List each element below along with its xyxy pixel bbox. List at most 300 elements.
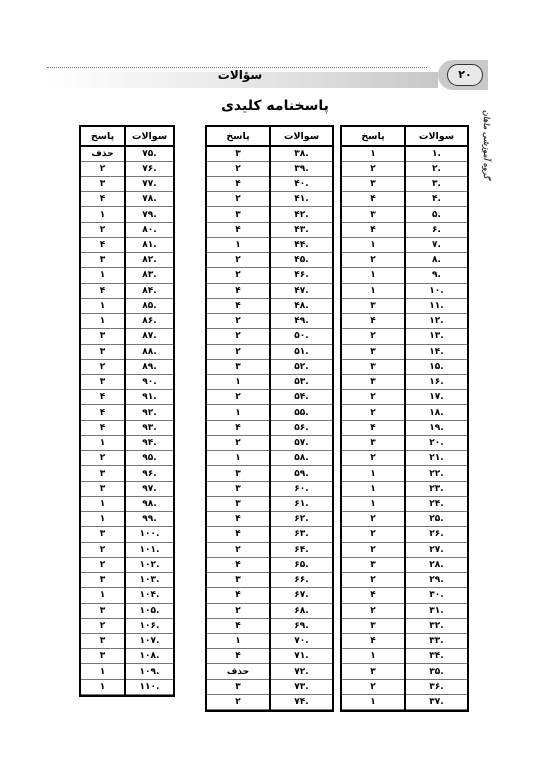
question-number-cell: .۴۵ xyxy=(270,253,333,268)
table-row xyxy=(206,298,333,313)
answer-cell: ۱ xyxy=(80,207,125,222)
table-row xyxy=(206,420,333,435)
question-number-cell: .۶۵ xyxy=(270,557,333,572)
table-row xyxy=(206,268,333,283)
question-number-cell: .۸۱ xyxy=(125,237,174,252)
answer-cell: ۲ xyxy=(206,603,270,618)
table-row xyxy=(80,390,174,405)
question-number-cell: .۱۷ xyxy=(405,390,468,405)
table-row xyxy=(341,405,468,420)
answer-cell: ۱ xyxy=(341,481,405,496)
table-row xyxy=(341,512,468,527)
answer-cell: ۳ xyxy=(206,146,270,161)
answer-cell: ۳ xyxy=(341,344,405,359)
table-row xyxy=(206,542,333,557)
answer-cell: ۲ xyxy=(341,390,405,405)
answer-cell: ۲ xyxy=(341,542,405,557)
question-number-cell: .۱۰۸ xyxy=(125,649,174,664)
answer-cell: ۳ xyxy=(206,573,270,588)
table-row xyxy=(80,161,174,176)
answer-cell: ۲ xyxy=(341,573,405,588)
table-row xyxy=(206,344,333,359)
answer-cell: ۳ xyxy=(341,375,405,390)
answer-cell: ۱ xyxy=(80,298,125,313)
answer-cell: ۳ xyxy=(80,481,125,496)
question-number-cell: .۶۱ xyxy=(270,496,333,511)
table-row xyxy=(341,298,468,313)
question-number-cell: .۲۷ xyxy=(405,542,468,557)
answer-cell: ۲ xyxy=(341,451,405,466)
table-filler-row xyxy=(341,710,468,712)
answer-cell: ۲ xyxy=(341,405,405,420)
question-number-cell: .۴۱ xyxy=(270,192,333,207)
question-number-cell: .۳۹ xyxy=(270,161,333,176)
answer-cell: ۲ xyxy=(80,451,125,466)
answer-cell: ۳ xyxy=(80,603,125,618)
question-number-cell: .۳۱ xyxy=(405,603,468,618)
table-row xyxy=(80,451,174,466)
answer-cell: ۲ xyxy=(341,512,405,527)
question-number-cell: .۱۰ xyxy=(405,283,468,298)
empty-cell xyxy=(80,694,125,696)
question-number-cell: .۸۷ xyxy=(125,329,174,344)
question-number-cell: .۲۸ xyxy=(405,557,468,572)
answer-cell: ۲ xyxy=(341,329,405,344)
table-row xyxy=(206,603,333,618)
answer-cell: ۱ xyxy=(341,146,405,161)
column-header-answer: پاسخ xyxy=(80,126,125,146)
table-row xyxy=(206,618,333,633)
question-number-cell: .۸۲ xyxy=(125,253,174,268)
question-number-cell: .۹۸ xyxy=(125,496,174,511)
answer-cell: ۱ xyxy=(80,512,125,527)
question-number-cell: .۵۷ xyxy=(270,435,333,450)
question-number-cell: .۱۰۰ xyxy=(125,527,174,542)
question-number-cell: .۳۴ xyxy=(405,649,468,664)
question-number-cell: .۶۸ xyxy=(270,603,333,618)
table-row xyxy=(341,451,468,466)
question-number-cell: .۱۱۰ xyxy=(125,679,174,694)
empty-cell xyxy=(125,694,174,696)
question-number-cell: .۱۶ xyxy=(405,375,468,390)
column-header-question: سوالات xyxy=(270,126,333,146)
answer-cell: ۱ xyxy=(341,649,405,664)
answer-cell: ۲ xyxy=(206,192,270,207)
answer-cell: ۴ xyxy=(206,298,270,313)
answer-cell: ۳ xyxy=(206,207,270,222)
question-number-cell: .۵۸ xyxy=(270,451,333,466)
question-number-cell: .۴۴ xyxy=(270,237,333,252)
question-number-cell: .۵۳ xyxy=(270,375,333,390)
answer-cell: ۴ xyxy=(80,237,125,252)
question-number-cell: .۱۰۱ xyxy=(125,542,174,557)
question-number-cell: .۴۳ xyxy=(270,222,333,237)
table-row xyxy=(80,573,174,588)
question-number-cell: .۸۳ xyxy=(125,268,174,283)
answer-cell: ۴ xyxy=(80,405,125,420)
answer-cell: ۱ xyxy=(80,679,125,694)
question-number-cell: .۵۹ xyxy=(270,466,333,481)
table-row xyxy=(80,283,174,298)
question-number-cell: .۷ xyxy=(405,237,468,252)
table-row xyxy=(341,375,468,390)
question-number-cell: .۷۲ xyxy=(270,664,333,679)
table-row xyxy=(206,694,333,709)
question-number-cell: .۷۹ xyxy=(125,207,174,222)
answer-cell: ۴ xyxy=(206,649,270,664)
question-number-cell: .۲۶ xyxy=(405,527,468,542)
table-row xyxy=(206,329,333,344)
table-row xyxy=(206,466,333,481)
table-row xyxy=(80,496,174,511)
table-row xyxy=(341,466,468,481)
question-number-cell: .۷۸ xyxy=(125,192,174,207)
empty-cell xyxy=(270,710,333,712)
question-number-cell: .۲۹ xyxy=(405,573,468,588)
table-row xyxy=(206,283,333,298)
question-number-cell: .۱۵ xyxy=(405,359,468,374)
question-number-cell: .۱۰۶ xyxy=(125,618,174,633)
question-number-cell: .۴۷ xyxy=(270,283,333,298)
table-row xyxy=(341,222,468,237)
question-number-cell: .۱۲ xyxy=(405,314,468,329)
answer-cell: ۱ xyxy=(341,268,405,283)
answer-cell: ۱ xyxy=(206,405,270,420)
question-number-cell: .۱۰۳ xyxy=(125,573,174,588)
answer-cell: ۱ xyxy=(206,634,270,649)
answer-cell: ۳ xyxy=(341,664,405,679)
question-number-cell: .۸۶ xyxy=(125,314,174,329)
table-filler-row xyxy=(80,694,174,696)
table-row xyxy=(341,268,468,283)
table-row xyxy=(341,237,468,252)
answer-table-right xyxy=(340,125,469,712)
question-number-cell: .۶۴ xyxy=(270,542,333,557)
question-number-cell: .۳۸ xyxy=(270,146,333,161)
question-number-cell: .۳۲ xyxy=(405,618,468,633)
answer-cell: ۱ xyxy=(80,435,125,450)
answer-cell: ۳ xyxy=(80,176,125,191)
empty-cell xyxy=(341,710,405,712)
table-row xyxy=(206,390,333,405)
answer-cell: ۴ xyxy=(206,527,270,542)
table-row xyxy=(341,420,468,435)
question-number-cell: .۱۹ xyxy=(405,420,468,435)
table-row xyxy=(80,359,174,374)
table-row xyxy=(206,222,333,237)
answer-cell: ۴ xyxy=(341,314,405,329)
table-row xyxy=(206,314,333,329)
question-number-cell: .۴۹ xyxy=(270,314,333,329)
table-row xyxy=(206,146,333,161)
question-number-cell: .۵۶ xyxy=(270,420,333,435)
table-row xyxy=(341,176,468,191)
question-number-cell: .۷۰ xyxy=(270,634,333,649)
answer-cell: ۳ xyxy=(206,466,270,481)
answer-cell: ۴ xyxy=(206,618,270,633)
answer-cell: ۱ xyxy=(80,314,125,329)
answer-cell: ۳ xyxy=(80,253,125,268)
table-row xyxy=(341,344,468,359)
table-row xyxy=(341,314,468,329)
question-number-cell: .۲ xyxy=(405,161,468,176)
answer-cell: ۳ xyxy=(80,375,125,390)
question-number-cell: .۳ xyxy=(405,176,468,191)
table-row xyxy=(341,329,468,344)
table-row xyxy=(80,664,174,679)
answer-cell: ۲ xyxy=(80,557,125,572)
side-logo: گروه آموزشی ماهان xyxy=(482,109,491,179)
question-number-cell: .۱۰۴ xyxy=(125,588,174,603)
table-row xyxy=(80,329,174,344)
question-number-cell: .۳۷ xyxy=(405,694,468,709)
answer-cell: ۳ xyxy=(206,359,270,374)
table-row xyxy=(206,512,333,527)
table-row xyxy=(341,481,468,496)
table-header-row xyxy=(341,126,468,146)
question-number-cell: .۵۲ xyxy=(270,359,333,374)
question-number-cell: .۲۰ xyxy=(405,435,468,450)
answer-cell: ۳ xyxy=(341,207,405,222)
answer-table-middle xyxy=(205,125,334,712)
sheet-title: پاسخنامه کلیدی xyxy=(221,98,329,114)
answer-cell: ۱ xyxy=(80,268,125,283)
table-row xyxy=(341,603,468,618)
column-header-question: سوالات xyxy=(405,126,468,146)
question-number-cell: .۸۴ xyxy=(125,283,174,298)
answer-cell: ۱ xyxy=(341,237,405,252)
table-row xyxy=(206,359,333,374)
answer-cell: ۳ xyxy=(341,359,405,374)
answer-cell: ۲ xyxy=(341,679,405,694)
table-row xyxy=(206,435,333,450)
table-row xyxy=(80,405,174,420)
question-number-cell: .۱۴ xyxy=(405,344,468,359)
table-row xyxy=(206,237,333,252)
answer-cell: ۳ xyxy=(206,679,270,694)
answer-cell: ۴ xyxy=(206,222,270,237)
answer-cell: ۲ xyxy=(341,253,405,268)
question-number-cell: .۳۰ xyxy=(405,588,468,603)
question-number-cell: .۱۰۲ xyxy=(125,557,174,572)
table-row xyxy=(80,192,174,207)
table-row xyxy=(341,588,468,603)
table-row xyxy=(341,649,468,664)
answer-cell: ۱ xyxy=(341,496,405,511)
answer-cell: ۳ xyxy=(80,329,125,344)
table-row xyxy=(341,557,468,572)
answer-cell: ۳ xyxy=(341,176,405,191)
table-row xyxy=(206,573,333,588)
answer-cell: ۲ xyxy=(206,694,270,709)
table-row xyxy=(206,481,333,496)
question-number-cell: .۷۷ xyxy=(125,176,174,191)
table-row xyxy=(341,542,468,557)
answer-cell: ۴ xyxy=(80,390,125,405)
column-header-question: سوالات xyxy=(125,126,174,146)
table-row xyxy=(341,161,468,176)
answer-cell: ۴ xyxy=(341,634,405,649)
table-row xyxy=(206,161,333,176)
table-row xyxy=(80,222,174,237)
header-title: سؤالات xyxy=(217,68,263,82)
table-row xyxy=(206,649,333,664)
question-number-cell: .۸ xyxy=(405,253,468,268)
table-row xyxy=(341,694,468,709)
question-number-cell: .۹۲ xyxy=(125,405,174,420)
question-number-cell: .۷۱ xyxy=(270,649,333,664)
answer-cell: ۲ xyxy=(80,359,125,374)
question-number-cell: .۶۹ xyxy=(270,618,333,633)
table-row xyxy=(341,207,468,222)
question-number-cell: .۷۳ xyxy=(270,679,333,694)
table-row xyxy=(206,664,333,679)
table-row xyxy=(341,496,468,511)
question-number-cell: .۴۸ xyxy=(270,298,333,313)
answer-cell: ۳ xyxy=(80,649,125,664)
question-number-cell: .۷۶ xyxy=(125,161,174,176)
table-row xyxy=(341,679,468,694)
question-number-cell: .۵۵ xyxy=(270,405,333,420)
question-number-cell: .۶۲ xyxy=(270,512,333,527)
empty-cell xyxy=(206,710,270,712)
answer-cell: ۴ xyxy=(341,420,405,435)
answer-cell: ۴ xyxy=(206,588,270,603)
table-header-row xyxy=(80,126,174,146)
answer-cell: ۲ xyxy=(206,344,270,359)
table-row xyxy=(80,649,174,664)
table-row xyxy=(80,253,174,268)
question-number-cell: .۳۵ xyxy=(405,664,468,679)
answer-cell: ۳ xyxy=(80,466,125,481)
answer-cell: ۲ xyxy=(206,390,270,405)
question-number-cell: .۷۴ xyxy=(270,694,333,709)
question-number-cell: .۱ xyxy=(405,146,468,161)
answer-cell: ۲ xyxy=(206,161,270,176)
question-number-cell: .۲۱ xyxy=(405,451,468,466)
answer-cell: ۳ xyxy=(341,435,405,450)
answer-cell: ۳ xyxy=(206,496,270,511)
question-number-cell: .۸۵ xyxy=(125,298,174,313)
answer-cell: حذف xyxy=(80,146,125,161)
question-number-cell: .۱۸ xyxy=(405,405,468,420)
table-row xyxy=(206,451,333,466)
question-number-cell: .۸۰ xyxy=(125,222,174,237)
answer-cell: ۲ xyxy=(80,618,125,633)
answer-cell: ۴ xyxy=(341,588,405,603)
answer-cell: ۳ xyxy=(206,481,270,496)
answer-cell: ۲ xyxy=(206,314,270,329)
table-row xyxy=(341,634,468,649)
table-row xyxy=(80,237,174,252)
answer-cell: ۴ xyxy=(341,192,405,207)
answer-cell: ۳ xyxy=(341,557,405,572)
question-number-cell: .۳۶ xyxy=(405,679,468,694)
table-row xyxy=(206,405,333,420)
table-row xyxy=(341,435,468,450)
column-header-answer: پاسخ xyxy=(206,126,270,146)
question-number-cell: .۹ xyxy=(405,268,468,283)
question-number-cell: .۶۷ xyxy=(270,588,333,603)
table-row xyxy=(80,298,174,313)
table-filler-row xyxy=(206,710,333,712)
question-number-cell: .۵۴ xyxy=(270,390,333,405)
answer-cell: ۴ xyxy=(206,557,270,572)
answer-table-left xyxy=(79,125,175,697)
answer-cell: ۴ xyxy=(341,222,405,237)
answer-cell: حذف xyxy=(206,664,270,679)
answer-cell: ۲ xyxy=(206,542,270,557)
table-row xyxy=(80,435,174,450)
table-row xyxy=(206,253,333,268)
table-row xyxy=(206,679,333,694)
table-row xyxy=(341,146,468,161)
table-row xyxy=(80,176,174,191)
table-row xyxy=(80,375,174,390)
column-header-answer: پاسخ xyxy=(341,126,405,146)
table-row xyxy=(80,679,174,694)
answer-cell: ۳ xyxy=(80,573,125,588)
answer-cell: ۳ xyxy=(80,527,125,542)
answer-cell: ۲ xyxy=(341,603,405,618)
table-row xyxy=(206,375,333,390)
answer-cell: ۱ xyxy=(341,694,405,709)
table-row xyxy=(80,268,174,283)
table-row xyxy=(80,481,174,496)
table-row xyxy=(80,634,174,649)
question-number-cell: .۹۹ xyxy=(125,512,174,527)
table-header-row xyxy=(206,126,333,146)
answer-cell: ۲ xyxy=(206,268,270,283)
table-row xyxy=(341,253,468,268)
question-number-cell: .۵ xyxy=(405,207,468,222)
table-row xyxy=(341,527,468,542)
question-number-cell: .۹۴ xyxy=(125,435,174,450)
question-number-cell: .۱۰۹ xyxy=(125,664,174,679)
table-row xyxy=(80,344,174,359)
question-number-cell: .۹۵ xyxy=(125,451,174,466)
question-number-cell: .۵۰ xyxy=(270,329,333,344)
table-row xyxy=(206,192,333,207)
table-row xyxy=(206,176,333,191)
answer-cell: ۲ xyxy=(80,222,125,237)
table-row xyxy=(341,359,468,374)
table-row xyxy=(80,603,174,618)
question-number-cell: .۲۴ xyxy=(405,496,468,511)
question-number-cell: .۵۱ xyxy=(270,344,333,359)
question-number-cell: .۸۸ xyxy=(125,344,174,359)
table-row xyxy=(80,314,174,329)
answer-cell: ۳ xyxy=(341,618,405,633)
question-number-cell: .۱۰۵ xyxy=(125,603,174,618)
answer-cell: ۴ xyxy=(206,512,270,527)
table-row xyxy=(80,146,174,161)
answer-cell: ۳ xyxy=(80,344,125,359)
table-row xyxy=(341,618,468,633)
table-row xyxy=(80,588,174,603)
table-row xyxy=(206,207,333,222)
answer-cell: ۱ xyxy=(341,466,405,481)
answer-cell: ۴ xyxy=(206,420,270,435)
answer-cell: ۲ xyxy=(341,161,405,176)
answer-cell: ۲ xyxy=(80,161,125,176)
empty-cell xyxy=(405,710,468,712)
table-row xyxy=(206,588,333,603)
question-number-cell: .۱۳ xyxy=(405,329,468,344)
answer-cell: ۲ xyxy=(80,542,125,557)
question-number-cell: .۶۶ xyxy=(270,573,333,588)
answer-cell: ۲ xyxy=(206,329,270,344)
